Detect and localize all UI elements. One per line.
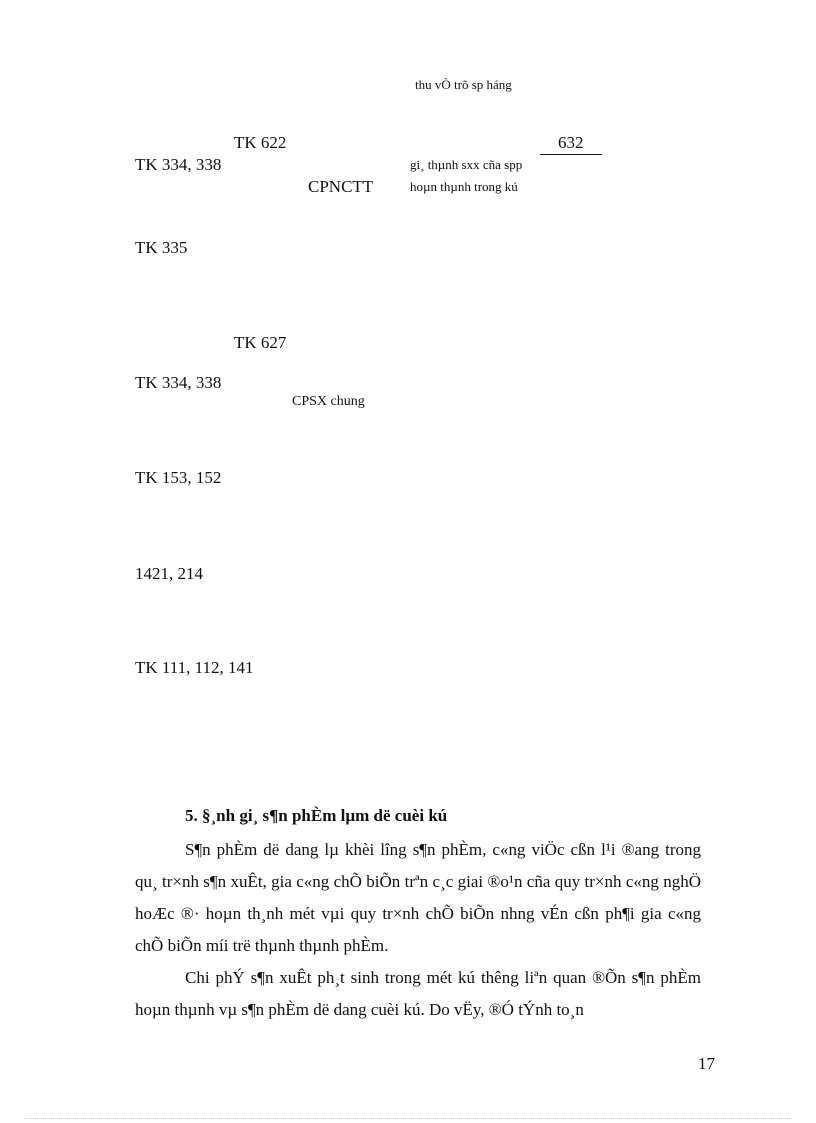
- top-note: thu vÒ trõ sp háng: [415, 77, 512, 92]
- section-heading: 5. §¸nh gi¸ s¶n phÈm lµm dë cuèi kú: [185, 806, 448, 825]
- account-632: [540, 133, 602, 153]
- account-tk622: TK 622: [234, 133, 287, 152]
- account-1421-214: 1421, 214: [135, 564, 203, 583]
- paragraph-1: S¶n phÈm dë dang lµ khèi lîng s¶n phÈm, c«ng viÖc cßn l¹i ®ang trong qu¸ tr×nh s¶n xuÊt, gia c«ng chÕ biÕn trªn c¸c giai ®o¹n cña quy tr×nh c«ng nghÖ hoÆc ®· hoµn th¸nh mét vµi quy tr×nh chÕ biÕn nhng vÉn cßn ph¶i gia c«ng chÕ biÕn míi trë thµnh thµnh phÈm.: [135, 840, 701, 955]
- paragraph-2: Chi phÝ s¶n xuÊt ph¸t sinh trong mét kú thêng liªn quan ®Õn s¶n phÈm hoµn thµnh vµ s¶n phÈm dë dang cuèi kú. Do vËy, ®Ó tÝnh to¸n: [135, 968, 701, 1019]
- page-border: [24, 1118, 792, 1119]
- account-tk111-112-141: TK 111, 112, 141: [135, 658, 254, 677]
- page-number: 17: [698, 1054, 715, 1073]
- cpsx-chung-label: CPSX chung: [292, 394, 365, 409]
- gia-thanh-line2: hoµn thµnh trong kú: [410, 179, 518, 194]
- account-tk627: TK 627: [234, 333, 287, 352]
- account-tk335: TK 335: [135, 238, 188, 257]
- gia-thanh-line1: gi¸ thµnh sxx cña spp: [410, 157, 523, 172]
- account-tk153-152: TK 153, 152: [135, 468, 222, 487]
- account-632-label: 632: [540, 133, 602, 155]
- account-tk334-338-a: TK 334, 338: [135, 155, 222, 174]
- account-tk334-338-b: TK 334, 338: [135, 373, 222, 392]
- cpnctt-label: CPNCTT: [308, 177, 374, 196]
